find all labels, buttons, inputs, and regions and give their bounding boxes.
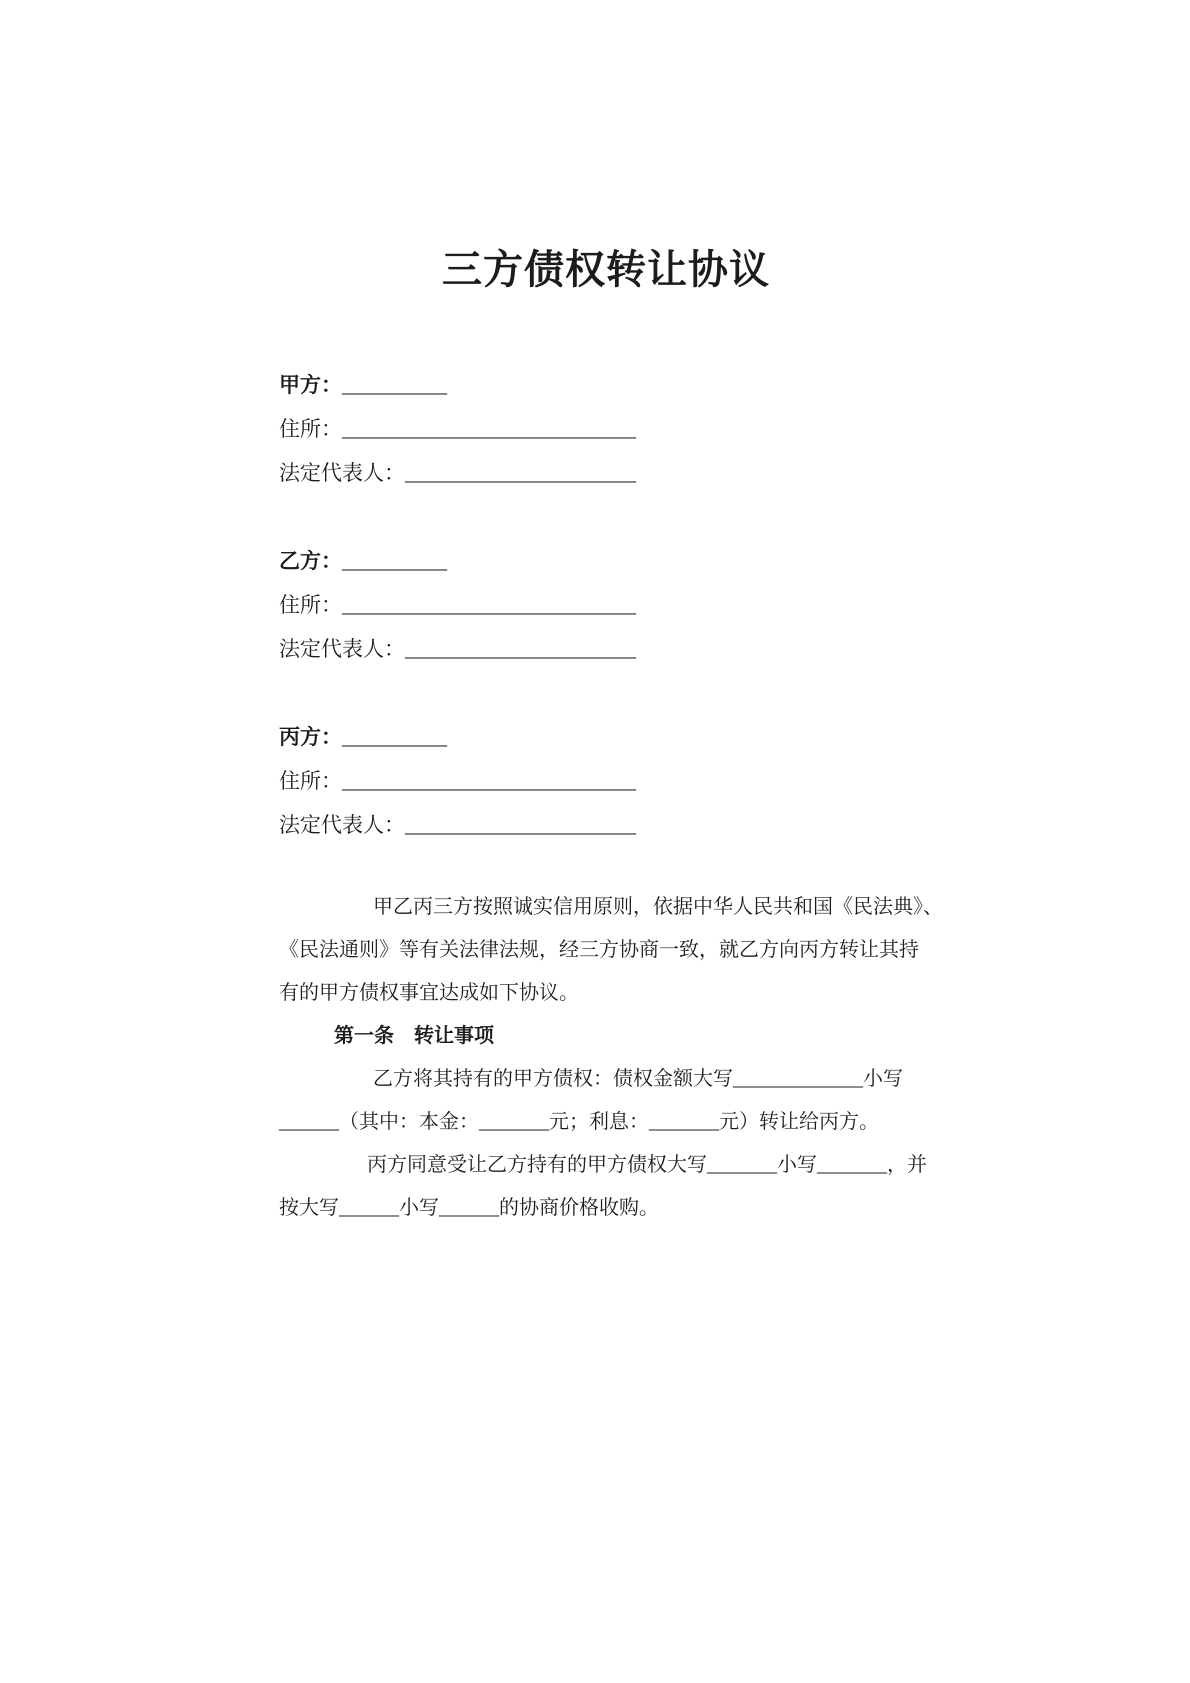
article-1-heading: 第一条 转让事项 xyxy=(334,1025,494,1047)
preamble-line-1: 甲乙丙三方按照诚实信用原则，依据中华人民共和国《民法典》、 xyxy=(373,896,943,918)
party-c-rep-label: 法定代表人： xyxy=(279,813,405,837)
article-1-clause-2-line-1: 丙方同意受让乙方持有的甲方债权大写_______小写_______，并 xyxy=(367,1154,927,1176)
party-c-section xyxy=(279,715,933,847)
party-b-address-label: 住所： xyxy=(279,593,342,617)
party-b-rep-line xyxy=(279,627,933,671)
party-a-rep-line xyxy=(279,451,933,495)
party-c-address-blank: ____________________________ xyxy=(342,769,636,793)
party-a-name-line xyxy=(279,363,933,407)
party-a-rep-blank: ______________________ xyxy=(405,461,636,485)
document-page xyxy=(279,0,943,1230)
preamble-line-2: 《民法通则》等有关法律法规，经三方协商一致，就乙方向丙方转让其持 xyxy=(279,939,919,961)
party-c-address-label: 住所： xyxy=(279,769,342,793)
article-1-clause-1-line-1: 乙方将其持有的甲方债权：债权金额大写_____________小写 xyxy=(373,1068,903,1090)
party-c-rep-line xyxy=(279,803,933,847)
party-b-name-line xyxy=(279,539,933,583)
party-a-address-line xyxy=(279,407,933,451)
party-b-name-blank: __________ xyxy=(342,549,447,573)
document-title: 三方债权转让协议 xyxy=(442,247,770,292)
article-1-clause-2-line-2: 按大写______小写______的协商价格收购。 xyxy=(279,1197,659,1219)
party-a-address-label: 住所： xyxy=(279,417,342,441)
party-b-rep-label: 法定代表人： xyxy=(279,637,405,661)
preamble-line-3: 有的甲方债权事宜达成如下协议。 xyxy=(279,982,579,1004)
article-1-clause-1-line-2: ______（其中：本金：_______元；利息：_______元）转让给丙方。 xyxy=(279,1111,879,1133)
party-b-rep-blank: ______________________ xyxy=(405,637,636,661)
party-c-rep-blank: ______________________ xyxy=(405,813,636,837)
party-a-rep-label: 法定代表人： xyxy=(279,461,405,485)
party-b-name-label: 乙方： xyxy=(279,549,342,573)
document-body xyxy=(279,886,943,1230)
party-c-address-line xyxy=(279,759,933,803)
party-a-name-blank: __________ xyxy=(342,373,447,397)
party-c-name-blank: __________ xyxy=(342,725,447,749)
party-a-section xyxy=(279,363,933,495)
party-c-name-line xyxy=(279,715,933,759)
party-b-address-line xyxy=(279,583,933,627)
party-a-address-blank: ____________________________ xyxy=(342,417,636,441)
party-a-name-label: 甲方： xyxy=(279,373,342,397)
party-b-address-blank: ____________________________ xyxy=(342,593,636,617)
party-b-section xyxy=(279,539,933,671)
party-c-name-label: 丙方： xyxy=(279,725,342,749)
